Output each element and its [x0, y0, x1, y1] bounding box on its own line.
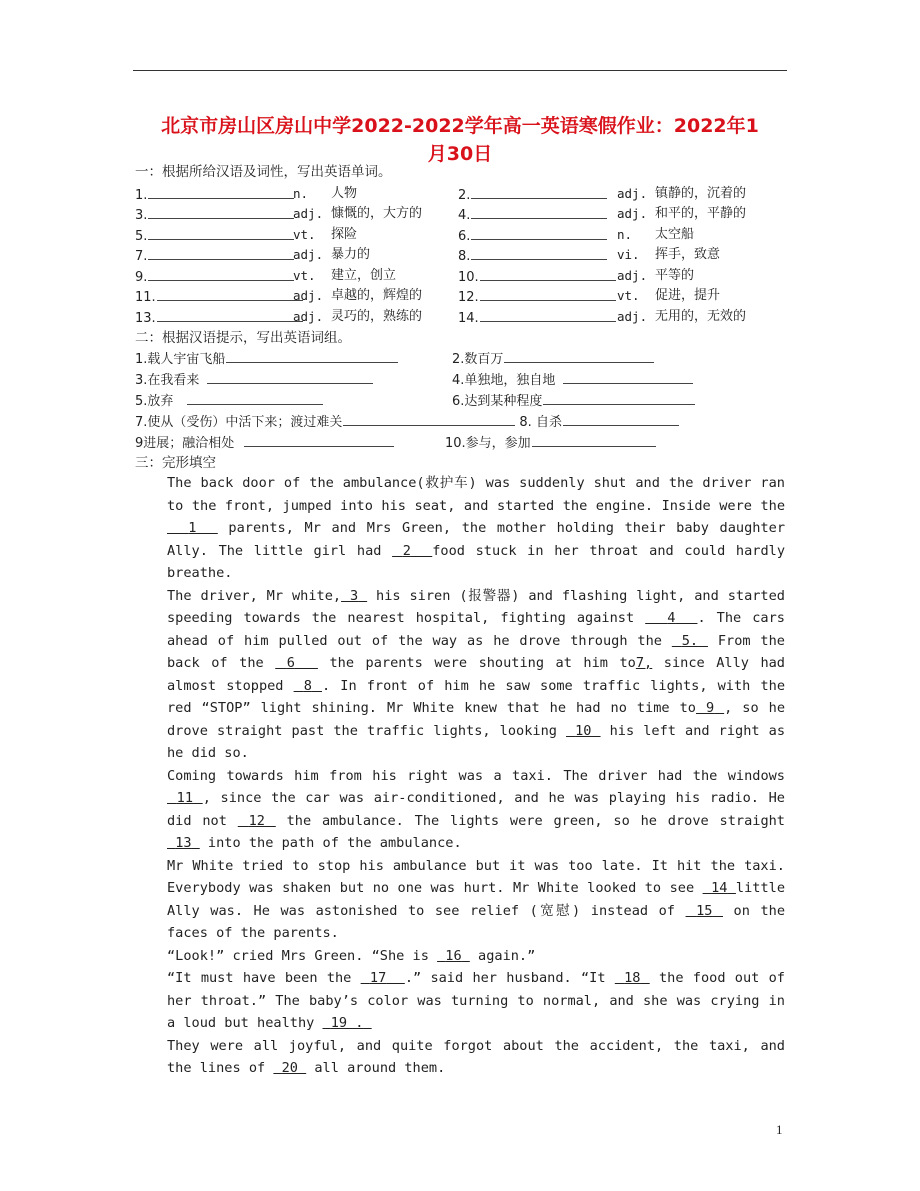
- answer-blank[interactable]: [480, 308, 616, 322]
- answer-blank[interactable]: [187, 391, 323, 405]
- cloze-blank[interactable]: 15: [696, 902, 713, 919]
- answer-blank[interactable]: [148, 226, 294, 240]
- cloze-paragraph: Coming towards him from his right was a taxi. The driver had the windows 11 , since the car was air-conditioned, and he was playing his radio. He did not 12 the ambulance. The lights were green, so he drove straight 13 into the path of the ambulance.: [167, 767, 785, 851]
- phrase-item: 5.放弃: [135, 391, 327, 411]
- vocab-number: 2.: [458, 188, 471, 203]
- vocab-number: 7.: [135, 249, 148, 264]
- vocab-pos: vt.: [293, 227, 316, 242]
- vocab-item: [135, 185, 298, 205]
- vocab-number: 13.: [135, 311, 156, 326]
- vocab-item: [135, 287, 307, 307]
- answer-blank[interactable]: [543, 391, 695, 405]
- cloze-blank[interactable]: 19 .: [330, 1015, 364, 1031]
- vocab-number: 8.: [458, 249, 471, 264]
- vocab-number: 10.: [458, 270, 479, 285]
- vocab-item: [458, 226, 611, 246]
- cloze-paragraph: They were all joyful, and quite forgot about the accident, the taxi, and the lines of 20 all around them.: [167, 1037, 785, 1076]
- vocab-meaning: 镇静的，沉着的: [655, 186, 747, 201]
- vocab-meaning: 平等的: [655, 268, 695, 283]
- vocab-pos: adj.: [617, 206, 648, 221]
- header-rule: [133, 70, 787, 71]
- cloze-paragraph: The back door of the ambulance(救护车) was suddenly shut and the driver ran to the front, jumped into his seat, and started the engine. Inside were the 1 parents, Mr and Mrs Green, the mother holding their baby daughter Ally. The little girl had 2 food stuck in her throat and could hardly breathe.: [167, 475, 785, 581]
- phrase-item: 4.单独地，独自地: [452, 370, 697, 390]
- answer-blank[interactable]: [207, 370, 373, 384]
- section3-heading: 三：完形填空: [135, 455, 216, 471]
- cloze-blank[interactable]: 5.: [681, 632, 699, 649]
- page-title: 北京市房山区房山中学2022-2022学年高一英语寒假作业：2022年1: [161, 115, 759, 137]
- vocab-number: 5.: [135, 229, 148, 244]
- answer-blank[interactable]: [471, 246, 607, 260]
- cloze-paragraph: “Look!” cried Mrs Green. “She is 16 again.”: [167, 947, 536, 964]
- answer-blank[interactable]: [480, 287, 616, 301]
- cloze-blank[interactable]: 12: [248, 812, 265, 829]
- phrase-item: 1.载人宇宙飞船: [135, 349, 402, 369]
- vocab-meaning: 无用的，无效的: [655, 309, 747, 324]
- vocab-item: [458, 185, 611, 205]
- cloze-paragraph: Mr White tried to stop his ambulance but it was too late. It hit the taxi. Everybody was shaken but no one was hurt. Mr White looked to see 14 little Ally was. He was astonished to see relief (宽慰) instead of 15 on the faces of the parents.: [167, 857, 786, 941]
- vocab-pos: adj.: [293, 309, 324, 324]
- phrase-item: 10.参与，参加: [445, 433, 660, 453]
- cloze-blank[interactable]: 14: [711, 880, 728, 896]
- vocab-item: [458, 287, 620, 307]
- vocab-number: 12.: [458, 290, 479, 305]
- vocab-item: [135, 267, 298, 287]
- cloze-passage: [135, 472, 785, 1080]
- page-title-line2: 月30日: [427, 143, 493, 165]
- vocab-pos: vi.: [617, 247, 640, 262]
- phrase-item: 9进展；融洽相处: [135, 433, 398, 453]
- vocab-number: 3.: [135, 208, 148, 223]
- vocab-pos: vt.: [293, 268, 316, 283]
- answer-blank[interactable]: [471, 226, 607, 240]
- cloze-blank[interactable]: 6: [286, 655, 295, 671]
- cloze-paragraph: “It must have been the 17 .” said her husband. “It 18 the food out of her throat.” The baby’s color was turning to normal, and she was crying in a loud but healthy 19 .: [167, 970, 785, 1031]
- vocab-pos: vt.: [617, 288, 640, 303]
- vocab-meaning: 促进，提升: [655, 288, 721, 303]
- answer-blank[interactable]: [343, 412, 515, 426]
- answer-blank[interactable]: [157, 287, 303, 301]
- vocab-meaning: 太空船: [655, 227, 695, 242]
- vocab-item: [458, 267, 620, 287]
- vocab-number: 1.: [135, 188, 148, 203]
- cloze-blank[interactable]: 8: [303, 677, 312, 694]
- cloze-blank[interactable]: 18: [624, 970, 641, 986]
- vocab-number: 6.: [458, 229, 471, 244]
- vocab-pos: n.: [293, 186, 309, 201]
- answer-blank[interactable]: [480, 267, 616, 281]
- cloze-blank[interactable]: 13: [175, 835, 192, 851]
- vocab-pos: adj.: [617, 309, 648, 324]
- vocab-item: [135, 226, 298, 246]
- answer-blank[interactable]: [157, 308, 303, 322]
- section1-heading: 一：根据所给汉语及词性，写出英语单词。: [135, 164, 392, 180]
- phrase-item: 6.达到某种程度: [452, 391, 699, 411]
- answer-blank[interactable]: [148, 267, 294, 281]
- answer-blank[interactable]: [471, 185, 607, 199]
- cloze-blank[interactable]: 17: [369, 970, 387, 986]
- vocab-number: 11.: [135, 290, 156, 305]
- answer-blank[interactable]: [504, 349, 654, 363]
- cloze-blank[interactable]: 4: [667, 610, 676, 626]
- cloze-blank[interactable]: 3: [350, 587, 359, 604]
- answer-blank[interactable]: [563, 412, 679, 426]
- vocab-item: [458, 246, 611, 266]
- cloze-blank[interactable]: 11: [176, 790, 194, 806]
- vocab-number: 14.: [458, 311, 479, 326]
- vocab-item: [135, 308, 307, 328]
- cloze-blank[interactable]: 10: [575, 722, 592, 739]
- vocab-meaning: 慷慨的，大方的: [331, 206, 423, 221]
- cloze-blank[interactable]: 16: [445, 947, 462, 964]
- cloze-blank[interactable]: 2: [402, 542, 411, 559]
- page-number: 1: [776, 1122, 783, 1137]
- vocab-item: [135, 205, 298, 225]
- vocab-item: [458, 205, 611, 225]
- answer-blank[interactable]: [226, 349, 398, 363]
- cloze-blank[interactable]: 1: [188, 520, 197, 536]
- vocab-meaning: 探险: [331, 227, 358, 242]
- vocab-item: [135, 246, 298, 266]
- phrase-item: 2.数百万: [452, 349, 658, 369]
- vocab-pos: n.: [617, 227, 633, 242]
- answer-blank[interactable]: [471, 205, 607, 219]
- phrase-item: 7.使从（受伤）中活下来；渡过难关 8. 自杀: [135, 412, 683, 432]
- vocab-pos: adj.: [617, 186, 648, 201]
- vocab-number: 4.: [458, 208, 471, 223]
- vocab-meaning: 灵巧的，熟练的: [331, 309, 423, 324]
- vocab-pos: adj.: [617, 268, 648, 283]
- vocab-pos: adj.: [293, 288, 324, 303]
- vocab-pos: adj.: [293, 247, 324, 262]
- answer-blank[interactable]: [148, 246, 294, 260]
- vocab-meaning: 和平的，平静的: [655, 206, 747, 221]
- answer-blank[interactable]: [532, 433, 656, 447]
- vocab-meaning: 暴力的: [331, 247, 371, 262]
- vocab-pos: adj.: [293, 206, 324, 221]
- answer-blank[interactable]: [148, 205, 294, 219]
- cloze-blank[interactable]: 9: [705, 700, 715, 716]
- cloze-blank[interactable]: 20: [281, 1060, 298, 1076]
- vocab-meaning: 挥手，致意: [655, 247, 721, 262]
- vocab-number: 9.: [135, 270, 148, 285]
- answer-blank[interactable]: [148, 185, 294, 199]
- vocab-meaning: 建立，创立: [331, 268, 397, 283]
- vocab-meaning: 卓越的，辉煌的: [331, 288, 423, 303]
- answer-blank[interactable]: [244, 433, 394, 447]
- section2-heading: 二：根据汉语提示，写出英语词组。: [135, 330, 351, 346]
- cloze-paragraph: The driver, Mr white, 3 his siren (报警器) and flashing light, and started speeding towards the nearest hospital, fighting against 4 . The cars ahead of him pulled out of the way as he drove through the 5. From the back of the 6 the parents were shouting at him to7, since Ally had almost stopped 8 . In front of him he saw some traffic lights, with the red “STOP” light shining. Mr White knew that he had no time to 9 , so he drove straight past the traffic lights, looking 10 his left and right as he did so.: [167, 587, 786, 761]
- cloze-blank[interactable]: 7,: [635, 655, 653, 671]
- vocab-meaning: 人物: [331, 186, 358, 201]
- answer-blank[interactable]: [563, 370, 693, 384]
- vocab-item: [458, 308, 620, 328]
- phrase-item: 3.在我看来: [135, 370, 377, 390]
